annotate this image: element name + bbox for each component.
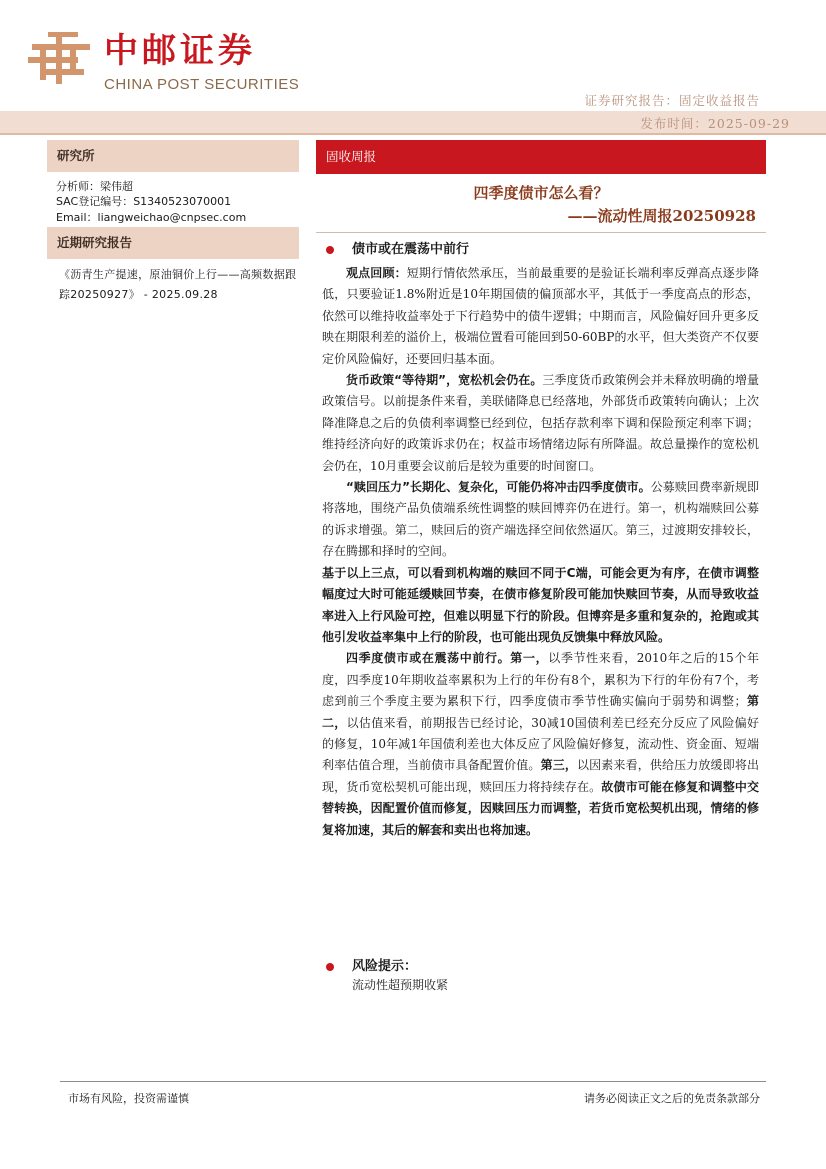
section-heading: 债市或在震荡中前行 <box>352 242 470 257</box>
review-lead: 观点回顾： <box>346 266 407 280</box>
report-title: 四季度债市怎么看？ <box>473 184 609 202</box>
risk-heading: 风险提示： <box>352 959 418 974</box>
redemption-lead: “赎回压力”长期化、复杂化，可能仍将冲击四季度债市。 <box>346 480 651 495</box>
recent-reports-heading: 近期研究报告 <box>47 227 299 259</box>
china-post-logo-icon <box>28 30 92 86</box>
publish-date: 发布时间：2025-09-29 <box>640 116 790 131</box>
institute-heading: 研究所 <box>47 140 299 172</box>
outlook-third: 第三， <box>540 758 577 773</box>
analyst-name: 分析师：梁伟超 <box>56 180 133 193</box>
recent-report-link[interactable]: 《沥青生产提速，原油铜价上行——高频数据跟踪20250927》 - 2025.09.28 <box>59 268 297 301</box>
paragraph-review <box>322 263 759 370</box>
outlook-conclusion: 故债市可能在修复和调整中交替转换，因配置价值而修复，因赎回压力而调整，若货币宽松契机出现，情绪的修复将加速，其后的解套和卖出也将加速。 <box>322 779 759 837</box>
risk-text: 流动性超预期收紧 <box>352 978 449 992</box>
sac-number: SAC登记编号：S1340523070001 <box>56 195 232 208</box>
section-bullet-icon <box>326 246 334 254</box>
monetary-text: 三季度货币政策例会并未释放明确的增量政策信号。以前提条件来看，美联储降息已经落地，外部货币政策转向确认；上次降准降息之后的负债利率调整已经到位，包括存款利率下调和保险预定利率下调；维持经济向好的政策诉求仍在；权益市场情绪边际有所降温。故总量操作的宽松机会仍在，10月重要会议前后是较为重要的时间窗口。 <box>322 373 759 473</box>
outlook-text-2: 以估值来看，前期报告已经讨论，30减10国债利差已经充分反应了风险偏好的修复，10年减1年国债利差也大体反应了风险偏好修复，流动性、资金面、短端利率估值合理，当前债市具备配置价值。 <box>322 715 759 773</box>
outlook-second: 第二， <box>322 694 759 730</box>
brand-name-en: CHINA POST SECURITIES <box>104 76 300 93</box>
brand-name-cn: 中邮证券 <box>104 31 256 71</box>
paragraph-outlook <box>322 648 759 841</box>
review-text: 短期行情依然承压，当前最重要的是验证长端利率反弹高点逐步降低，只要验证1.8%附近是10年期国债的偏顶部水平，其低于一季度高点的形态，依然可以维持收益率处于下行趋势中的债牛逻辑；中期而言，风险偏好回升更多反映在期限利差的溢价上，极端位置看可能回到50-60BP的水平，但大类资产不仅要定价风险偏好，还要回归基本面。 <box>322 266 759 366</box>
outlook-text-3: 以因素来看，供给压力放缓即将出现，货币宽松契机可能出现，赎回压力将持续存在。 <box>322 758 759 794</box>
redemption-text: 公募赎回费率新规即将落地，围绕产品负债端系统性调整的赎回博弈仍在进行。第一，机构端赎回公募的诉求增强。第二，赎回后的资产端选择空间依然逼仄。第三，过渡期安排较长，存在腾挪和择时的空间。 <box>322 480 759 559</box>
main-body <box>322 263 759 841</box>
footer-disclaimer-note: 请务必阅读正文之后的免责条款部分 <box>584 1092 760 1105</box>
report-subtitle: ——流动性周报20250928 <box>567 207 756 225</box>
paragraph-redemption <box>322 477 759 563</box>
footer-risk-note: 市场有风险，投资需谨慎 <box>68 1092 189 1105</box>
analyst-email[interactable]: Email：liangweichao@cnpsec.com <box>56 211 247 224</box>
paragraph-redemption-conclusion <box>322 563 759 649</box>
report-type: 证券研究报告：固定收益报告 <box>584 93 760 108</box>
redemption-conclusion: 基于以上三点，可以看到机构端的赎回不同于C端，可能会更为有序，在债市调整幅度过大时可能延缓赎回节奏，在债市修复阶段可能加快赎回节奏，从而导致收益率进入上行风险可控，但难以明显下行的阶段。但博弈是多重和复杂的，抢跑或其他引发收益率集中上行的阶段，也可能出现负反馈集中释放风险。 <box>322 565 759 644</box>
outlook-lead: 四季度债市或在震荡中前行。第一， <box>346 651 549 666</box>
header-band-line <box>0 133 826 135</box>
outlook-text-1: 以季节性来看，2010年之后的15个年度，四季度10年期收益率累积为上行的年份有8个，累积为下行的年份有7个，考虑到前三个季度主要为累积下行，四季度债市季节性确实偏向于弱势和调整； <box>322 651 759 709</box>
footer-divider <box>60 1081 766 1082</box>
title-divider <box>316 232 766 233</box>
risk-bullet-icon <box>326 963 334 971</box>
monetary-lead: 货币政策“等待期”，宽松机会仍在。 <box>346 373 543 388</box>
category-bar: 固收周报 <box>316 140 766 174</box>
paragraph-monetary <box>322 370 759 477</box>
